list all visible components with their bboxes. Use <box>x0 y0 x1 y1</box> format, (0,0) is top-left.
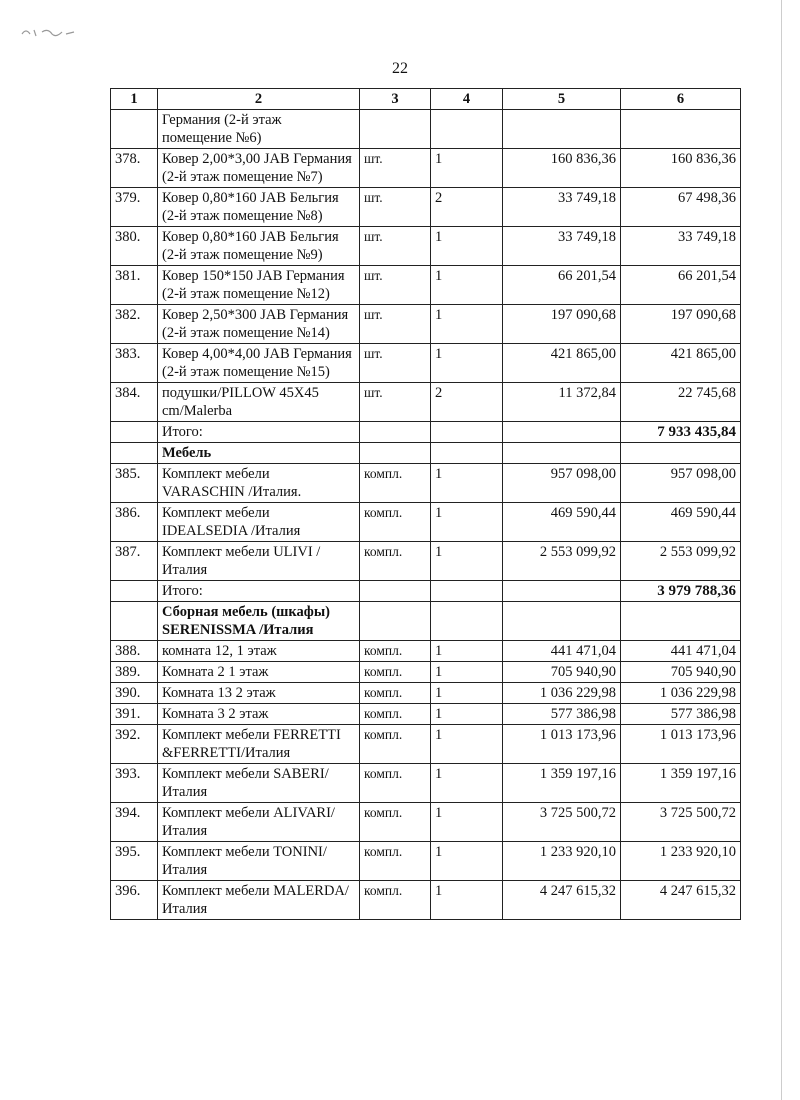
price-cell: 66 201,54 <box>503 266 621 305</box>
quantity-cell: 1 <box>431 344 503 383</box>
row-number-cell: 395. <box>111 842 158 881</box>
price-cell: 197 090,68 <box>503 305 621 344</box>
table-row <box>111 641 741 662</box>
sum-cell: 1 036 229,98 <box>621 683 741 704</box>
price-cell: 957 098,00 <box>503 464 621 503</box>
sum-cell: 3 725 500,72 <box>621 803 741 842</box>
quantity-cell: 1 <box>431 725 503 764</box>
price-cell: 1 013 173,96 <box>503 725 621 764</box>
page-number: 22 <box>392 60 408 77</box>
unit-cell: компл. <box>360 704 431 725</box>
item-name-cell: Ковер 2,00*3,00 JAB Германия (2-й этаж помещение №7) <box>158 149 360 188</box>
table-row <box>111 227 741 266</box>
price-cell: 1 036 229,98 <box>503 683 621 704</box>
table-row <box>111 188 741 227</box>
row-number-cell: 389. <box>111 662 158 683</box>
empty-cell <box>621 443 741 464</box>
price-cell <box>503 110 621 149</box>
empty-cell <box>111 602 158 641</box>
price-cell: 441 471,04 <box>503 641 621 662</box>
unit-cell: компл. <box>360 503 431 542</box>
price-cell: 3 725 500,72 <box>503 803 621 842</box>
quantity-cell: 1 <box>431 764 503 803</box>
row-number-cell: 393. <box>111 764 158 803</box>
row-number-cell: 378. <box>111 149 158 188</box>
scan-edge-line <box>781 0 782 1100</box>
row-number-cell <box>111 110 158 149</box>
row-number-cell: 380. <box>111 227 158 266</box>
quantity-cell: 1 <box>431 305 503 344</box>
quantity-cell: 1 <box>431 881 503 920</box>
empty-cell <box>503 443 621 464</box>
item-name-cell: Комплект мебели MALERDA/Италия <box>158 881 360 920</box>
column-header: 6 <box>621 89 741 110</box>
price-cell: 469 590,44 <box>503 503 621 542</box>
row-number-cell: 384. <box>111 383 158 422</box>
empty-cell <box>503 422 621 443</box>
item-name-cell: Комплект мебели ALIVARI/Италия <box>158 803 360 842</box>
sum-cell: 1 013 173,96 <box>621 725 741 764</box>
empty-cell <box>360 602 431 641</box>
sum-cell: 421 865,00 <box>621 344 741 383</box>
empty-cell <box>111 443 158 464</box>
sum-cell: 469 590,44 <box>621 503 741 542</box>
unit-cell: компл. <box>360 683 431 704</box>
price-cell: 2 553 099,92 <box>503 542 621 581</box>
price-cell: 33 749,18 <box>503 188 621 227</box>
row-number-cell: 381. <box>111 266 158 305</box>
table-header-row <box>111 89 741 110</box>
item-name-cell: Комната 2 1 этаж <box>158 662 360 683</box>
table-row <box>111 803 741 842</box>
item-name-cell: Комплект мебели TONINI/Италия <box>158 842 360 881</box>
subtotal-row <box>111 581 741 602</box>
inventory-table <box>110 88 741 920</box>
sum-cell: 2 553 099,92 <box>621 542 741 581</box>
quantity-cell: 1 <box>431 803 503 842</box>
row-number-cell: 379. <box>111 188 158 227</box>
price-cell: 11 372,84 <box>503 383 621 422</box>
empty-cell <box>503 602 621 641</box>
empty-cell <box>111 581 158 602</box>
table-row <box>111 344 741 383</box>
item-name-cell: Комплект мебели FERRETTI &FERRETTI/Италия <box>158 725 360 764</box>
sum-cell <box>621 110 741 149</box>
price-cell: 4 247 615,32 <box>503 881 621 920</box>
sum-cell: 441 471,04 <box>621 641 741 662</box>
unit-cell: компл. <box>360 725 431 764</box>
table-row <box>111 383 741 422</box>
quantity-cell <box>431 110 503 149</box>
subtotal-value: 3 979 788,36 <box>621 581 741 602</box>
table-row <box>111 764 741 803</box>
table-row <box>111 110 741 149</box>
empty-cell <box>360 581 431 602</box>
item-name-cell: Комната 3 2 этаж <box>158 704 360 725</box>
sum-cell: 66 201,54 <box>621 266 741 305</box>
item-name-cell: Ковер 0,80*160 JAB Бельгия (2-й этаж помещение №8) <box>158 188 360 227</box>
empty-cell <box>360 422 431 443</box>
item-name-cell: Ковер 0,80*160 JAB Бельгия (2-й этаж помещение №9) <box>158 227 360 266</box>
quantity-cell: 1 <box>431 149 503 188</box>
item-name-cell: Германия (2-й этаж помещение №6) <box>158 110 360 149</box>
unit-cell: шт. <box>360 266 431 305</box>
section-title: Сборная мебель (шкафы) SERENISSMA /Италия <box>158 602 360 641</box>
table-row <box>111 842 741 881</box>
row-number-cell: 388. <box>111 641 158 662</box>
unit-cell: компл. <box>360 641 431 662</box>
empty-cell <box>431 443 503 464</box>
row-number-cell: 382. <box>111 305 158 344</box>
column-header: 1 <box>111 89 158 110</box>
price-cell: 421 865,00 <box>503 344 621 383</box>
sum-cell: 67 498,36 <box>621 188 741 227</box>
price-cell: 1 359 197,16 <box>503 764 621 803</box>
quantity-cell: 1 <box>431 266 503 305</box>
item-name-cell: Ковер 4,00*4,00 JAB Германия (2-й этаж помещение №15) <box>158 344 360 383</box>
item-name-cell: подушки/PILLOW 45X45 cm/Malerba <box>158 383 360 422</box>
row-number-cell: 385. <box>111 464 158 503</box>
item-name-cell: Ковер 150*150 JAB Германия (2-й этаж помещение №12) <box>158 266 360 305</box>
item-name-cell: Комплект мебели IDEALSEDIA /Италия <box>158 503 360 542</box>
unit-cell: шт. <box>360 344 431 383</box>
column-header: 2 <box>158 89 360 110</box>
price-cell: 577 386,98 <box>503 704 621 725</box>
quantity-cell: 1 <box>431 227 503 266</box>
quantity-cell: 1 <box>431 704 503 725</box>
column-header: 5 <box>503 89 621 110</box>
quantity-cell: 1 <box>431 542 503 581</box>
quantity-cell: 2 <box>431 383 503 422</box>
table-row <box>111 881 741 920</box>
quantity-cell: 1 <box>431 641 503 662</box>
table-row <box>111 503 741 542</box>
table-row <box>111 305 741 344</box>
price-cell: 705 940,90 <box>503 662 621 683</box>
item-name-cell: Комплект мебели SABERI/Италия <box>158 764 360 803</box>
sum-cell: 577 386,98 <box>621 704 741 725</box>
row-number-cell: 383. <box>111 344 158 383</box>
empty-cell <box>431 581 503 602</box>
row-number-cell: 390. <box>111 683 158 704</box>
empty-cell <box>360 443 431 464</box>
price-cell: 1 233 920,10 <box>503 842 621 881</box>
item-name-cell: Комплект мебели ULIVI /Италия <box>158 542 360 581</box>
sum-cell: 1 359 197,16 <box>621 764 741 803</box>
table-row <box>111 683 741 704</box>
sum-cell: 957 098,00 <box>621 464 741 503</box>
unit-cell: компл. <box>360 662 431 683</box>
table-body <box>111 110 741 920</box>
table-row <box>111 704 741 725</box>
table-row <box>111 725 741 764</box>
unit-cell: шт. <box>360 227 431 266</box>
quantity-cell: 1 <box>431 503 503 542</box>
empty-cell <box>621 602 741 641</box>
table-row <box>111 464 741 503</box>
section-header-row <box>111 443 741 464</box>
scan-artifact-mark <box>20 22 90 42</box>
quantity-cell: 1 <box>431 464 503 503</box>
quantity-cell: 2 <box>431 188 503 227</box>
unit-cell: компл. <box>360 842 431 881</box>
quantity-cell: 1 <box>431 842 503 881</box>
section-header-row <box>111 602 741 641</box>
item-name-cell: комната 12, 1 этаж <box>158 641 360 662</box>
row-number-cell: 396. <box>111 881 158 920</box>
item-name-cell: Комната 13 2 этаж <box>158 683 360 704</box>
sum-cell: 22 745,68 <box>621 383 741 422</box>
table-row <box>111 266 741 305</box>
unit-cell: компл. <box>360 464 431 503</box>
section-title: Мебель <box>158 443 360 464</box>
subtotal-label: Итого: <box>158 581 360 602</box>
subtotal-row <box>111 422 741 443</box>
column-header: 3 <box>360 89 431 110</box>
table-row <box>111 662 741 683</box>
empty-cell <box>111 422 158 443</box>
unit-cell: шт. <box>360 305 431 344</box>
unit-cell: компл. <box>360 542 431 581</box>
row-number-cell: 387. <box>111 542 158 581</box>
unit-cell: шт. <box>360 149 431 188</box>
row-number-cell: 386. <box>111 503 158 542</box>
sum-cell: 33 749,18 <box>621 227 741 266</box>
unit-cell: шт. <box>360 188 431 227</box>
table-row <box>111 542 741 581</box>
empty-cell <box>503 581 621 602</box>
price-cell: 33 749,18 <box>503 227 621 266</box>
empty-cell <box>431 602 503 641</box>
unit-cell: компл. <box>360 881 431 920</box>
item-name-cell: Комплект мебели VARASCHIN /Италия. <box>158 464 360 503</box>
subtotal-label: Итого: <box>158 422 360 443</box>
table-row <box>111 149 741 188</box>
unit-cell: компл. <box>360 803 431 842</box>
empty-cell <box>431 422 503 443</box>
price-cell: 160 836,36 <box>503 149 621 188</box>
sum-cell: 197 090,68 <box>621 305 741 344</box>
quantity-cell: 1 <box>431 683 503 704</box>
sum-cell: 4 247 615,32 <box>621 881 741 920</box>
row-number-cell: 392. <box>111 725 158 764</box>
quantity-cell: 1 <box>431 662 503 683</box>
column-header: 4 <box>431 89 503 110</box>
item-name-cell: Ковер 2,50*300 JAB Германия (2-й этаж помещение №14) <box>158 305 360 344</box>
subtotal-value: 7 933 435,84 <box>621 422 741 443</box>
unit-cell <box>360 110 431 149</box>
unit-cell: компл. <box>360 764 431 803</box>
row-number-cell: 394. <box>111 803 158 842</box>
row-number-cell: 391. <box>111 704 158 725</box>
sum-cell: 160 836,36 <box>621 149 741 188</box>
sum-cell: 705 940,90 <box>621 662 741 683</box>
unit-cell: шт. <box>360 383 431 422</box>
sum-cell: 1 233 920,10 <box>621 842 741 881</box>
